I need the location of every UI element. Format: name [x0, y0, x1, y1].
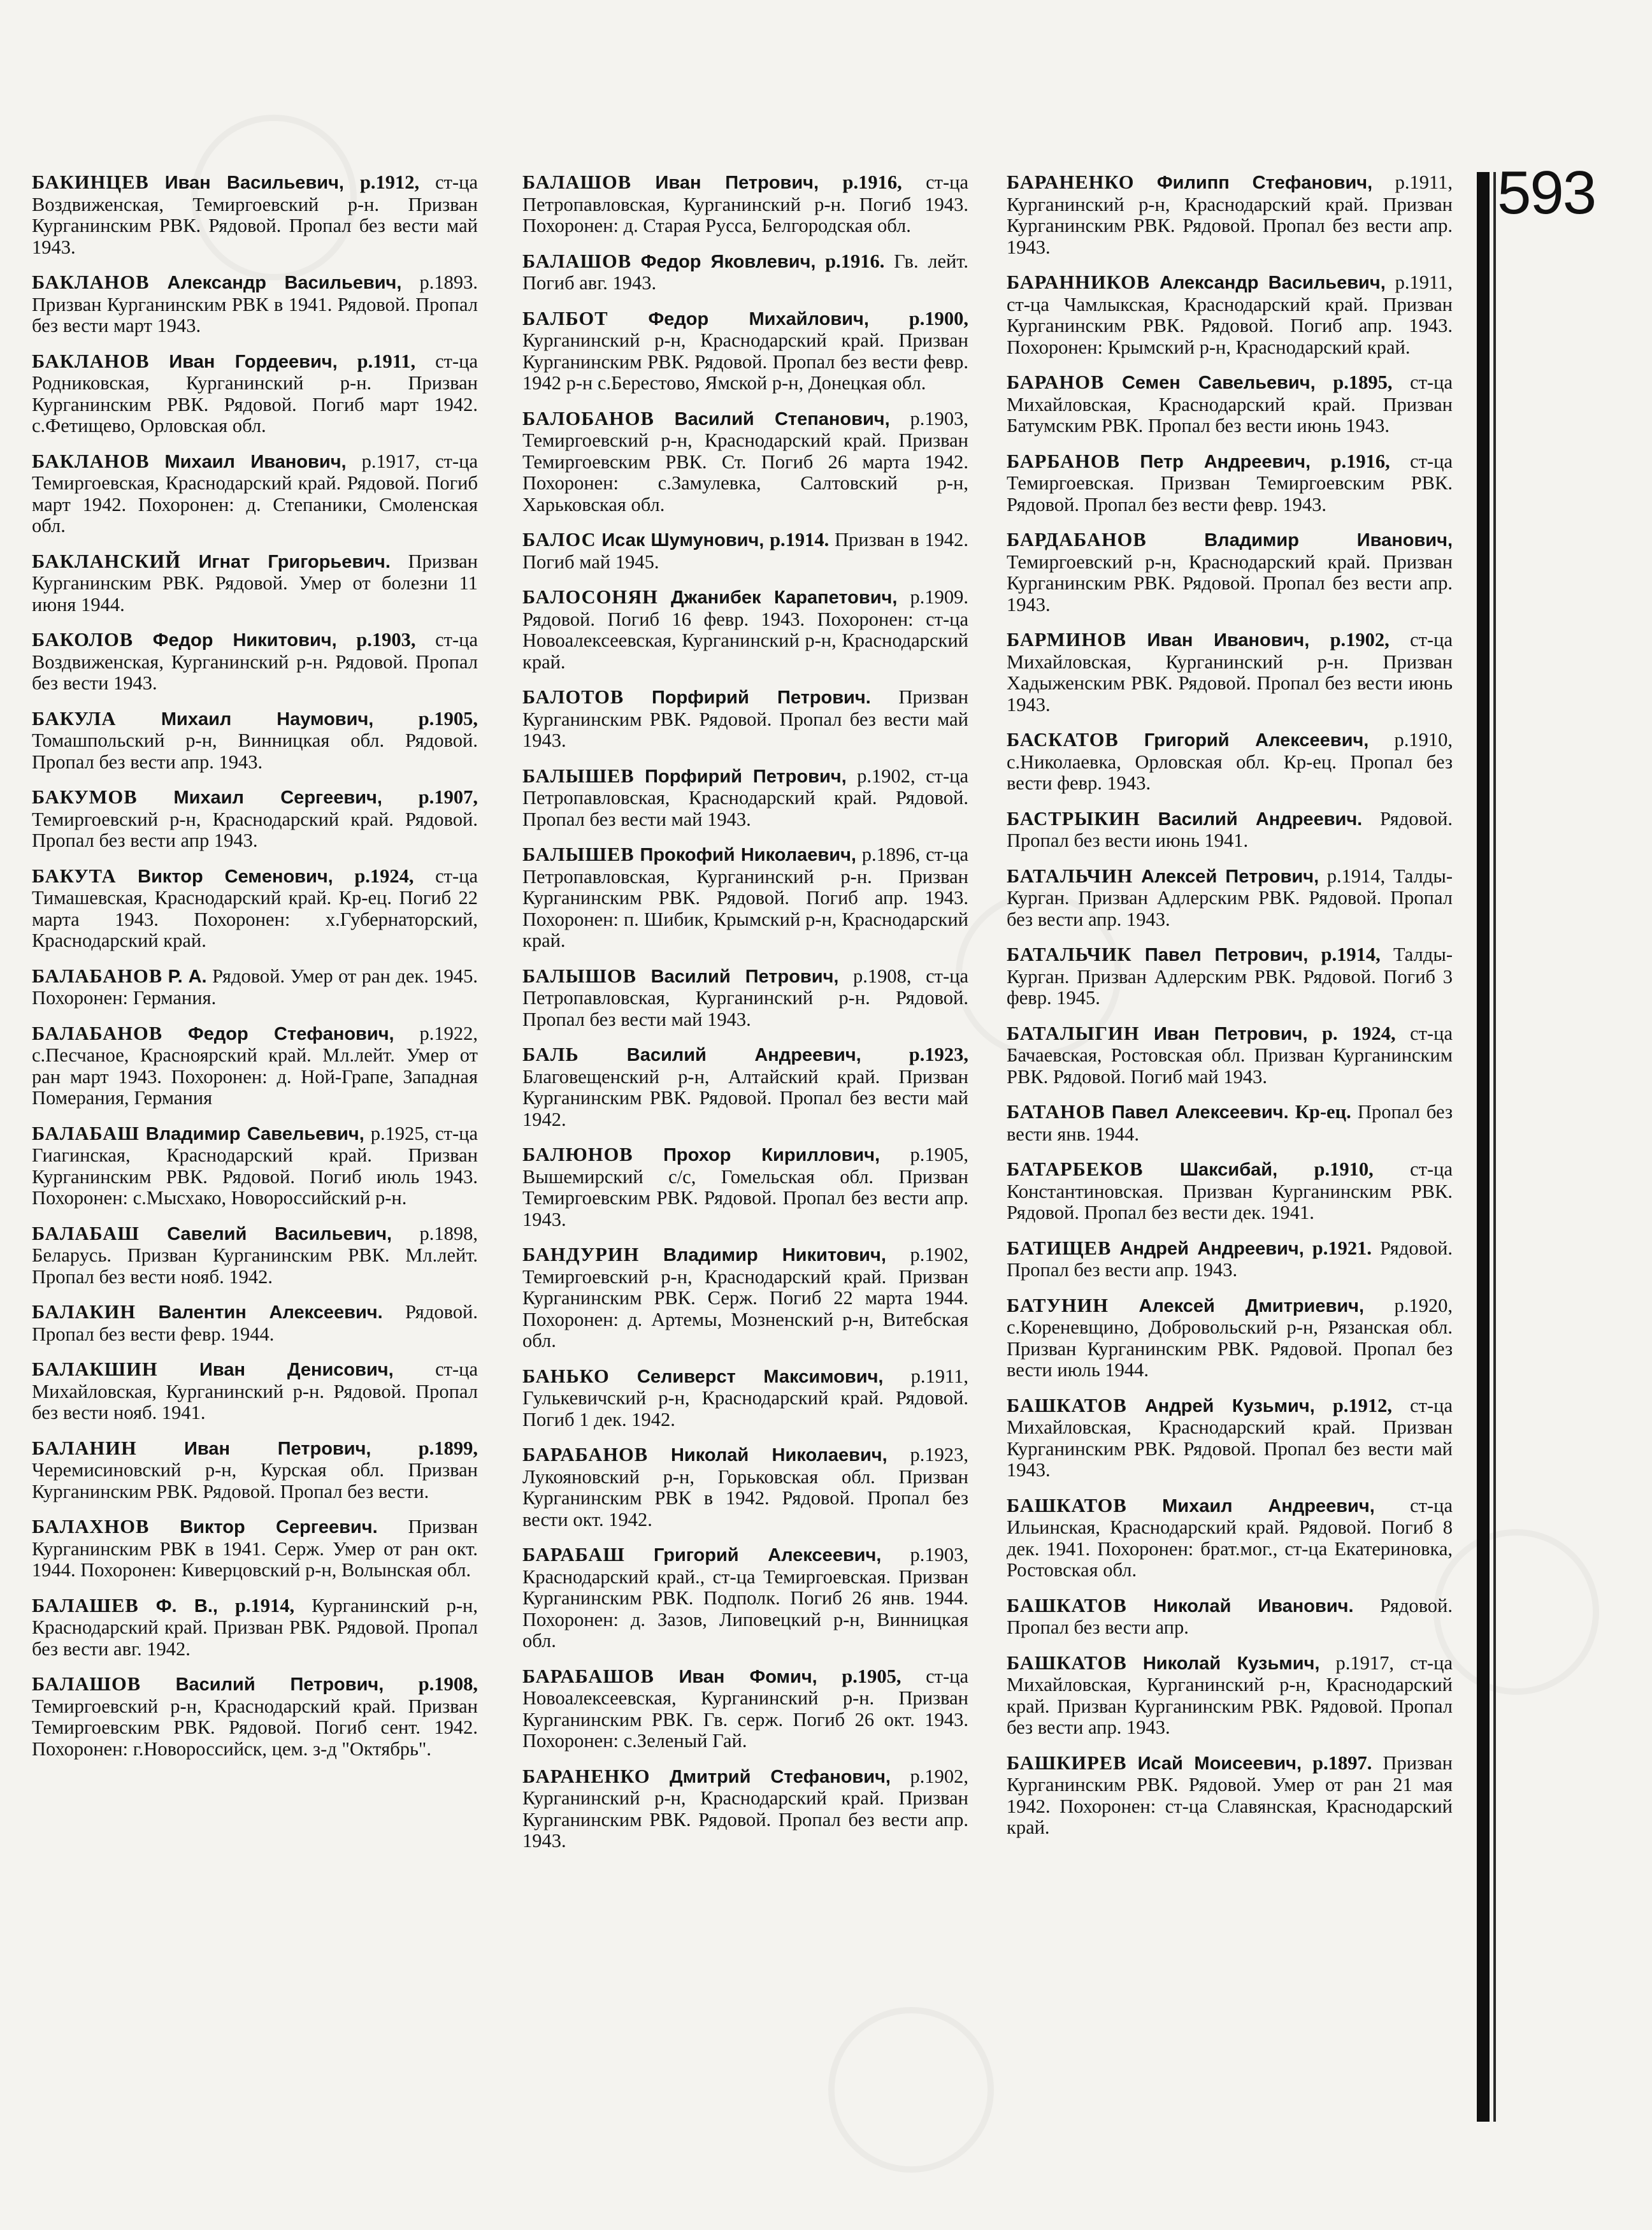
register-entry — [32, 1674, 478, 1760]
register-entry — [522, 408, 968, 516]
entry-given-name: Игнат Григорьевич. — [198, 551, 391, 572]
register-entry — [1007, 1159, 1453, 1224]
register-entry — [32, 1302, 478, 1345]
entry-given-name: Павел Алексеевич. — [1111, 1102, 1289, 1123]
entry-given-name: Виктор Семенович, — [138, 866, 333, 887]
entry-surname: БАЛАНИН — [32, 1437, 137, 1459]
entry-details: ст-ца Тимашевская, Краснодарский край. Кр-ец. Погиб 22 марта 1943. Похоронен: х.Губернаторский, Краснодарский край. — [32, 865, 478, 951]
entry-given-name: Василий Степанович, — [674, 408, 890, 429]
entry-given-name: Р. А. — [168, 966, 207, 987]
entry-surname: БАШКАТОВ — [1007, 1494, 1127, 1516]
register-entry — [1007, 372, 1453, 437]
entry-details: Талды-Курган. Призван Адлерским РВК. Рядовой. Погиб 3 февр. 1945. — [1007, 944, 1453, 1009]
entry-surname: БАЛАКИН — [32, 1301, 136, 1323]
entry-details: ст-ца Михайловская, Краснодарский край. Призван Курганинским РВК. Рядовой. Пропал без вести май 1943. — [1007, 1394, 1453, 1481]
entry-surname: БАЛАБАНОВ — [32, 965, 163, 987]
entry-surname: БАКОЛОВ — [32, 629, 134, 651]
register-entry — [522, 251, 968, 294]
entry-surname: БАКЛАНСКИЙ — [32, 550, 181, 572]
entry-details: ст-ца Воздвиженская, Темиргоевский р-н. Призван Курганинским РВК. Рядовой. Пропал без вести май 1943. — [32, 172, 478, 258]
register-entry — [1007, 1023, 1453, 1088]
entry-birth: р.1916, — [1311, 450, 1390, 472]
entry-details: Призван в 1942. Погиб май 1945. — [522, 529, 968, 573]
entry-birth: р.1899, — [371, 1437, 478, 1459]
entry-details: ст-ца Петропавловская, Курганинский р-н. Погиб 1943. Похоронен: д. Старая Русса, Белгородская обл. — [522, 172, 968, 236]
entry-surname: БАКУТА — [32, 865, 117, 887]
entry-surname: БАШКАТОВ — [1007, 1651, 1127, 1674]
entry-details: р.1903, Темиргоевский р-н, Краснодарский край. Призван Темиргоевским РВК. Ст. Погиб 26 марта 1942. Похоронен: с.Замулевка, Салтовский р-н, Харьковская обл. — [522, 407, 968, 515]
entry-details: Курганинский р-н, Краснодарский край. Призван Курганинским РВК. Рядовой. Пропал без вести февр. 1942 р-н с.Берестово, Ямской р-н, Донецкая обл. — [522, 329, 968, 394]
entry-details: р.1908, ст-ца Петропавловская, Курганинский р-н. Рядовой. Пропал без вести май 1943. — [522, 965, 968, 1030]
entry-given-name: Федор Михайлович, — [648, 308, 869, 329]
entry-given-name: Василий Петрович, — [175, 1674, 384, 1695]
register-entry — [522, 1544, 968, 1652]
entry-surname: БАКЛАНОВ — [32, 271, 150, 293]
entry-details: Темиргоевский р-н, Краснодарский край. Призван Темиргоевским РВК. Рядовой. Погиб сент. 1942. Похоронен: г.Новороссийск, цем. з-д "Октябрь". — [32, 1695, 478, 1760]
entry-birth: р.1914, — [1308, 944, 1381, 965]
entry-given-name: Григорий Алексеевич, — [1144, 730, 1369, 751]
register-entry — [1007, 272, 1453, 358]
entry-given-name: Иван Петрович, — [184, 1438, 371, 1459]
page-edge-bar — [1477, 172, 1490, 2122]
register-entry — [32, 1359, 478, 1424]
entry-details: ст-ца Бачаевская, Ростовская обл. Призван Курганинским РВК. Рядовой. Погиб май 1943. — [1007, 1022, 1453, 1088]
entry-given-name: Михаил Наумович, — [161, 709, 374, 730]
entry-details: Призван Курганинским РВК. Рядовой. Умер от болезни 11 июня 1944. — [32, 550, 478, 615]
entry-surname: БАНЬКО — [522, 1365, 610, 1387]
entry-surname: БАТАЛЫГИН — [1007, 1022, 1140, 1044]
register-entry — [1007, 730, 1453, 795]
entry-surname: БАЛАШЕВ — [32, 1594, 139, 1616]
entry-surname: БАЛОСОНЯН — [522, 586, 658, 608]
entry-given-name: Владимир Никитович, — [663, 1245, 886, 1265]
register-entry — [522, 1144, 968, 1230]
entry-surname: БАРАБАНОВ — [522, 1444, 649, 1465]
register-entry — [522, 172, 968, 237]
entry-surname: БАКИНЦЕВ — [32, 172, 149, 193]
entry-given-name: Иван Фомич, — [679, 1666, 817, 1687]
entry-details: р.1893. Призван Курганинским РВК в 1941. Рядовой. Пропал без вести март 1943. — [32, 271, 478, 336]
entry-given-name: Алексей Петрович, — [1140, 866, 1319, 887]
register-entry — [1007, 1395, 1453, 1481]
entry-birth: р.1916. — [815, 250, 885, 272]
entry-details: р.1905, Вышемирский с/с, Гомельская обл. Призван Темиргоевским РВК. Рядовой. Пропал без вести апр. 1943. — [522, 1144, 968, 1230]
entry-details: ст-ца Новоалексеевская, Курганинский р-н. Призван Курганинским РВК. Гв. серж. Погиб 26 окт. 1943. Похоронен: с.Зеленый Гай. — [522, 1665, 968, 1752]
entry-given-name: Алексей Дмитриевич, — [1138, 1295, 1365, 1316]
entry-surname: БАРАНОВ — [1007, 371, 1105, 393]
entry-details: Призван Курганинским РВК. Рядовой. Пропал без вести май 1943. — [522, 686, 968, 751]
register-entry — [1007, 809, 1453, 852]
entry-surname: БАКУМОВ — [32, 786, 138, 808]
entry-given-name: Николай Иванович. — [1153, 1595, 1354, 1616]
entry-birth: р.1908, — [384, 1673, 478, 1695]
entry-details: Темиргоевский р-н, Краснодарский край. Призван Курганинским РВК. Рядовой. Пропал без вести апр. 1943. — [1007, 550, 1453, 615]
register-entry — [522, 687, 968, 752]
entry-surname: БАЛАБАШ — [32, 1122, 140, 1144]
entry-surname: БАЛЫШЕВ — [522, 765, 635, 787]
register-entry — [522, 587, 968, 673]
register-entry — [32, 1516, 478, 1581]
register-entry — [32, 1438, 478, 1503]
entry-surname: БАРБАНОВ — [1007, 450, 1120, 472]
register-entry — [32, 1023, 478, 1109]
entry-details: р.1922, с.Песчаное, Красноярский край. Мл.лейт. Умер от ран март 1943. Похоронен: д. Ной-Грапе, Западная Померания, Германия — [32, 1022, 478, 1109]
entry-given-name: Прокофий Николаевич, — [640, 845, 856, 865]
register-entry — [522, 1366, 968, 1431]
entry-surname: БАКЛАНОВ — [32, 350, 150, 372]
register-entry — [522, 1766, 968, 1852]
entry-given-name: Иван Иванович, — [1147, 630, 1310, 651]
entry-given-name: Андрей Кузьмич, — [1144, 1395, 1315, 1416]
entry-given-name: Михаил Сергеевич, — [173, 788, 382, 808]
register-entry — [32, 1223, 478, 1288]
register-entry — [1007, 172, 1453, 258]
register-entry — [32, 172, 478, 258]
register-entry — [1007, 1495, 1453, 1581]
entry-given-name: Петр Андреевич, — [1140, 451, 1311, 472]
entry-given-name: Федор Яковлевич, — [640, 251, 816, 272]
entry-details: ст-ца Михайловская, Курганинский р-н. Призван Хадыженским РВК. Рядовой. Пропал без вести июнь 1943. — [1007, 629, 1453, 716]
entry-details: Призван Курганинским РВК. Рядовой. Умер от ран 21 мая 1942. Похоронен: ст-ца Славянская, Краснодарский край. — [1007, 1752, 1453, 1838]
entry-birth: р.1905, — [817, 1665, 901, 1687]
entry-surname: БАТИЩЕВ — [1007, 1237, 1112, 1259]
register-entry — [32, 866, 478, 952]
entry-given-name: Федор Стефанович, — [188, 1023, 394, 1044]
entry-given-name: Владимир Иванович, — [1204, 530, 1453, 550]
entry-given-name: Валентин Алексеевич. — [158, 1302, 383, 1323]
register-entry — [32, 351, 478, 437]
entry-given-name: Виктор Сергеевич. — [180, 1517, 378, 1537]
entry-details: ст-ца Темиргоевская. Призван Темиргоевским РВК. Рядовой. Пропал без вести февр. 1943. — [1007, 450, 1453, 515]
register-entry — [522, 529, 968, 573]
entry-birth: р.1923, — [861, 1044, 968, 1065]
entry-given-name: Савелий Васильевич, — [167, 1223, 392, 1244]
entry-details: ст-ца Родниковская, Курганинский р-н. Призван Курганинским РВК. Рядовой. Погиб март 1942. с.Фетищево, Орловская обл. — [32, 350, 478, 436]
entry-details: р.1910, с.Николаевка, Орловская обл. Кр-ец. Пропал без вести февр. 1943. — [1007, 729, 1453, 794]
entry-given-name: Исай Моисеевич, — [1137, 1753, 1302, 1774]
entry-surname: БАТАЛЬЧИН — [1007, 865, 1133, 887]
entry-surname: БАТАРБЕКОВ — [1007, 1158, 1144, 1180]
entry-given-name: Федор Никитович, — [152, 630, 337, 651]
entry-birth: р.1895, — [1315, 371, 1393, 393]
entry-details: Пропал без вести янв. 1944. — [1007, 1101, 1453, 1145]
entry-details: Черемисиновский р-н, Курская обл. Призван Курганинским РВК. Рядовой. Пропал без вести. — [32, 1459, 478, 1502]
entry-details: Томашпольский р-н, Винницкая обл. Рядовой. Пропал без вести апр. 1943. — [32, 730, 478, 773]
entry-given-name: Ф. В., — [155, 1595, 218, 1616]
entry-details: ст-ца Константиновская. Призван Курганинским РВК. Рядовой. Пропал без вести дек. 1941. — [1007, 1158, 1453, 1223]
entry-given-name: Иван Петрович, — [1153, 1023, 1308, 1044]
entry-given-name: Джанибек Карапетович, — [670, 587, 898, 608]
register-entry — [1007, 1295, 1453, 1381]
entry-given-name: Григорий Алексеевич, — [653, 1545, 882, 1565]
entry-surname: БАРАНЕНКО — [522, 1765, 650, 1787]
entry-surname: БАНДУРИН — [522, 1244, 640, 1265]
entry-birth: р.1911, — [337, 350, 416, 372]
register-entry — [32, 1595, 478, 1660]
entry-details: Гв. лейт. Погиб авг. 1943. — [522, 250, 968, 294]
entry-given-name: Иван Васильевич, — [164, 173, 344, 193]
entry-details: р.1896, ст-ца Петропавловская, Курганинский р-н. Призван Курганинским РВК. Рядовой. Погиб апр. 1943. Похоронен: п. Шибик, Крымский р-н, Краснодарский край. — [522, 844, 968, 951]
entry-birth: р.1921. — [1304, 1237, 1372, 1259]
register-entry — [1007, 944, 1453, 1009]
register-entry — [32, 551, 478, 616]
register-entry — [522, 1444, 968, 1530]
entry-details: Рядовой. Пропал без вести апр. 1943. — [1007, 1237, 1453, 1281]
entry-surname: БАЛЫШОВ — [522, 965, 637, 987]
entry-given-name: Шаксибай, — [1179, 1160, 1278, 1180]
entry-surname: БАТАЛЬЧИК — [1007, 944, 1132, 965]
entry-details: ст-ца Михайловская, Курганинский р-н. Рядовой. Пропал без вести нояб. 1941. — [32, 1358, 478, 1423]
entry-details: р.1917, ст-ца Темиргоевская, Краснодарский край. Рядовой. Погиб март 1942. Похоронен: д. Степаники, Смоленская обл. — [32, 450, 478, 536]
entry-surname: БАЛАШОВ — [522, 172, 632, 193]
register-entry — [522, 1244, 968, 1352]
entry-birth: р.1912, — [344, 172, 420, 193]
page-number: 593 — [1497, 159, 1596, 227]
entry-details: р.1911, ст-ца Чамлыкская, Краснодарский край. Призван Курганинским РВК. Рядовой. Погиб апр. 1943. Похоронен: Крымский р-н, Краснодарский край. — [1007, 271, 1453, 358]
entry-given-name: Михаил Андреевич, — [1162, 1495, 1375, 1516]
entry-details: ст-ца Ильинская, Краснодарский край. Рядовой. Погиб 8 дек. 1941. Похоронен: брат.мог., ст-ца Екатериновка, Ростовская обл. — [1007, 1494, 1453, 1581]
entry-given-name: Прохор Кириллович, — [663, 1145, 880, 1165]
entry-details: ст-ца Воздвиженская, Курганинский р-н. Рядовой. Пропал без вести 1943. — [32, 629, 478, 694]
entry-birth: р.1900, — [868, 307, 968, 329]
entry-birth: р.1897. — [1302, 1752, 1372, 1774]
register-entry — [1007, 1753, 1453, 1839]
entry-details: р.1925, ст-ца Гиагинская, Краснодарский край. Призван Курганинским РВК. Рядовой. Погиб июль 1943. Похоронен: с.Мысхако, Новороссийский р-н. — [32, 1122, 478, 1209]
entry-surname: БАЛЮНОВ — [522, 1144, 633, 1165]
entry-surname: БАРАБАШ — [522, 1544, 625, 1565]
entry-given-name: Александр Васильевич, — [167, 273, 402, 293]
entry-birth: р.1924, — [333, 865, 414, 887]
entry-given-name: Филипп Стефанович, — [1156, 173, 1373, 193]
entry-surname: БАРМИНОВ — [1007, 629, 1127, 651]
entry-surname: БАРАНЕНКО — [1007, 172, 1135, 193]
entry-surname: БАСКАТОВ — [1007, 729, 1119, 751]
entry-details: р.1920, с.Кореневщино, Добровольский р-н, Рязанская обл. Призван Курганинским РВК. Рядовой. Пропал без вести июль 1944. — [1007, 1294, 1453, 1381]
entry-surname: БАРАБАШОВ — [522, 1665, 654, 1687]
entry-details: р.1902, Темиргоевский р-н, Краснодарский край. Призван Курганинским РВК. Серж. Погиб 22 марта 1944. Похоронен: д. Артемы, Мозненский р-н, Витебская обл. — [522, 1244, 968, 1351]
entry-birth: р.1903, — [336, 629, 416, 651]
text-column-right — [1007, 172, 1453, 2147]
entry-birth: р.1907, — [382, 786, 478, 808]
entry-surname: БАСТРЫКИН — [1007, 807, 1140, 830]
text-column-middle — [522, 172, 968, 2147]
register-entry — [1007, 1653, 1453, 1739]
entry-surname: БАЛОС — [522, 529, 596, 550]
entry-given-name: Василий Андреевич. — [1158, 809, 1363, 830]
entry-surname: БАКУЛА — [32, 707, 117, 730]
entry-given-name: Владимир Савельевич, — [145, 1123, 364, 1144]
entry-surname: БАШКИРЕВ — [1007, 1752, 1127, 1774]
register-entry — [1007, 529, 1453, 615]
register-entry — [32, 451, 478, 537]
entry-given-name: Николай Николаевич, — [670, 1445, 887, 1465]
entry-surname: БАРДАБАНОВ — [1007, 529, 1147, 550]
entry-given-name: Семен Савельевич, — [1121, 373, 1316, 393]
entry-surname: БАКЛАНОВ — [32, 450, 150, 472]
register-entry — [32, 787, 478, 852]
entry-surname: БАЛАБАНОВ — [32, 1022, 163, 1044]
register-entry — [1007, 1238, 1453, 1281]
entry-details: р.1914, Талды-Курган. Призван Адлерским РВК. Рядовой. Пропал без вести апр. 1943. — [1007, 865, 1453, 930]
entry-surname: БАЛАБАШ — [32, 1222, 140, 1244]
register-entry — [522, 966, 968, 1031]
register-entry — [32, 272, 478, 337]
entry-details: р.1898, Беларусь. Призван Курганинским РВК. Мл.лейт. Пропал без вести нояб. 1942. — [32, 1222, 478, 1288]
entry-surname: БАЛАШОВ — [32, 1673, 141, 1695]
entry-birth: Кр-ец. — [1288, 1101, 1351, 1123]
entry-given-name: Селиверст Максимович, — [636, 1366, 884, 1387]
register-entry — [1007, 451, 1453, 516]
entry-details: р.1923, Лукояновский р-н, Горьковская обл. Призван Курганинским РВК в 1942. Рядовой. Пропал без вести окт. 1942. — [522, 1444, 968, 1530]
entry-surname: БАЛАХНОВ — [32, 1516, 150, 1537]
entry-details: р.1902, ст-ца Петропавловская, Краснодарский край. Рядовой. Пропал без вести май 1943. — [522, 765, 968, 830]
register-entry — [522, 844, 968, 952]
entry-surname: БАЛБОТ — [522, 307, 608, 329]
entry-surname: БАЛАКШИН — [32, 1358, 158, 1380]
register-entry — [522, 1666, 968, 1752]
entry-given-name: Исак Шумунович, — [601, 530, 765, 550]
register-entry — [1007, 1595, 1453, 1639]
entry-surname: БАЛЬ — [522, 1044, 579, 1065]
entry-details: р.1902, Курганинский р-н, Краснодарский край. Призван Курганинским РВК. Рядовой. Пропал без вести апр. 1943. — [522, 1765, 968, 1852]
entry-birth: р.1905, — [373, 707, 478, 730]
entry-birth: р.1914. — [764, 529, 830, 550]
entry-details: ст-ца Михайловская, Краснодарский край. Призван Батумским РВК. Пропал без вести июнь 1943. — [1007, 371, 1453, 436]
entry-given-name: Дмитрий Стефанович, — [669, 1766, 891, 1787]
entry-details: р.1911, Курганинский р-н, Краснодарский край. Призван Курганинским РВК. Рядовой. Пропал без вести апр. 1943. — [1007, 172, 1453, 258]
entry-given-name: Михаил Иванович, — [164, 451, 347, 472]
entry-given-name: Николай Кузьмич, — [1142, 1653, 1320, 1674]
entry-given-name: Василий Петрович, — [650, 966, 839, 987]
entry-birth: р.1914, — [217, 1594, 295, 1616]
entry-given-name: Иван Денисович, — [199, 1360, 394, 1380]
entry-surname: БАЛАШОВ — [522, 250, 632, 272]
entry-details: р.1903, Краснодарский край., ст-ца Темиргоевская. Призван Курганинским РВК. Подполк. Погиб 26 янв. 1944. Похоронен: д. Зазов, Липовецкий р-н, Винницкая обл. — [522, 1544, 968, 1651]
entry-details: Призван Курганинским РВК в 1941. Серж. Умер от ран окт. 1944. Похоронен: Киверцовский р-н, Волынская обл. — [32, 1516, 478, 1581]
register-entry — [1007, 1102, 1453, 1145]
register-entry — [32, 966, 478, 1009]
entry-surname: БАЛОБАНОВ — [522, 407, 654, 429]
entry-surname: БАЛОТОВ — [522, 686, 624, 708]
register-entry — [32, 709, 478, 773]
entry-given-name: Иван Гордеевич, — [169, 351, 338, 372]
entry-details: Рядовой. Умер от ран дек. 1945. Похоронен: Германия. — [32, 965, 478, 1009]
entry-details: Рядовой. Пропал без вести февр. 1944. — [32, 1301, 478, 1345]
entry-given-name: Павел Петрович, — [1144, 945, 1309, 965]
entry-given-name: Порфирий Петрович. — [651, 687, 871, 708]
entry-surname: БАШКАТОВ — [1007, 1594, 1127, 1616]
entry-birth: р.1910, — [1277, 1158, 1374, 1180]
entry-details: р.1917, ст-ца Михайловская, Курганинский р-н, Краснодарский край. Призван Курганинским РВК. Рядовой. Пропал без вести апр. 1943. — [1007, 1651, 1453, 1738]
text-column-left — [32, 172, 478, 2147]
entry-given-name: Иван Петрович, — [655, 173, 819, 193]
entry-given-name: Александр Васильевич, — [1160, 273, 1386, 293]
register-entry — [32, 629, 478, 694]
entry-details: Благовещенский р-н, Алтайский край. Призван Курганинским РВК. Рядовой. Пропал без вести май 1942. — [522, 1065, 968, 1130]
entry-surname: БАТАНОВ — [1007, 1101, 1105, 1123]
entry-surname: БАЛЫШЕВ — [522, 844, 635, 865]
entry-given-name: Андрей Андреевич, — [1119, 1238, 1304, 1259]
entry-birth: р.1912, — [1314, 1394, 1393, 1416]
entry-details: Рядовой. Пропал без вести апр. — [1007, 1594, 1453, 1638]
entry-details: р.1911, Гулькевичский р-н, Краснодарский край. Рядовой. Погиб 1 дек. 1942. — [522, 1365, 968, 1430]
entry-birth: р.1916, — [819, 172, 902, 193]
entry-surname: БАРАННИКОВ — [1007, 271, 1151, 293]
register-entry — [32, 1123, 478, 1209]
register-entry — [522, 766, 968, 831]
entry-birth: р. 1924, — [1307, 1022, 1396, 1044]
watermark-star-seal — [1433, 1529, 1599, 1695]
entry-details: р.1909. Рядовой. Погиб 16 февр. 1943. Похоронен: ст-ца Новоалексеевская, Курганинский р-н, Краснодарский край. — [522, 586, 968, 673]
register-entry — [1007, 866, 1453, 931]
register-entry — [522, 1044, 968, 1130]
entry-details: Курганинский р-н, Краснодарский край. Призван РВК. Рядовой. Пропал без вести авг. 1942. — [32, 1594, 478, 1660]
entry-details: Темиргоевский р-н, Краснодарский край. Рядовой. Пропал без вести апр 1943. — [32, 808, 478, 851]
entry-given-name: Василий Андреевич, — [626, 1045, 861, 1065]
entry-birth: р.1902, — [1309, 629, 1390, 651]
entry-surname: БАШКАТОВ — [1007, 1394, 1127, 1416]
entry-details: Рядовой. Пропал без вести июнь 1941. — [1007, 807, 1453, 851]
register-entry — [1007, 629, 1453, 716]
entry-surname: БАТУНИН — [1007, 1294, 1109, 1316]
entry-given-name: Порфирий Петрович, — [645, 766, 847, 787]
register-entry — [522, 308, 968, 394]
